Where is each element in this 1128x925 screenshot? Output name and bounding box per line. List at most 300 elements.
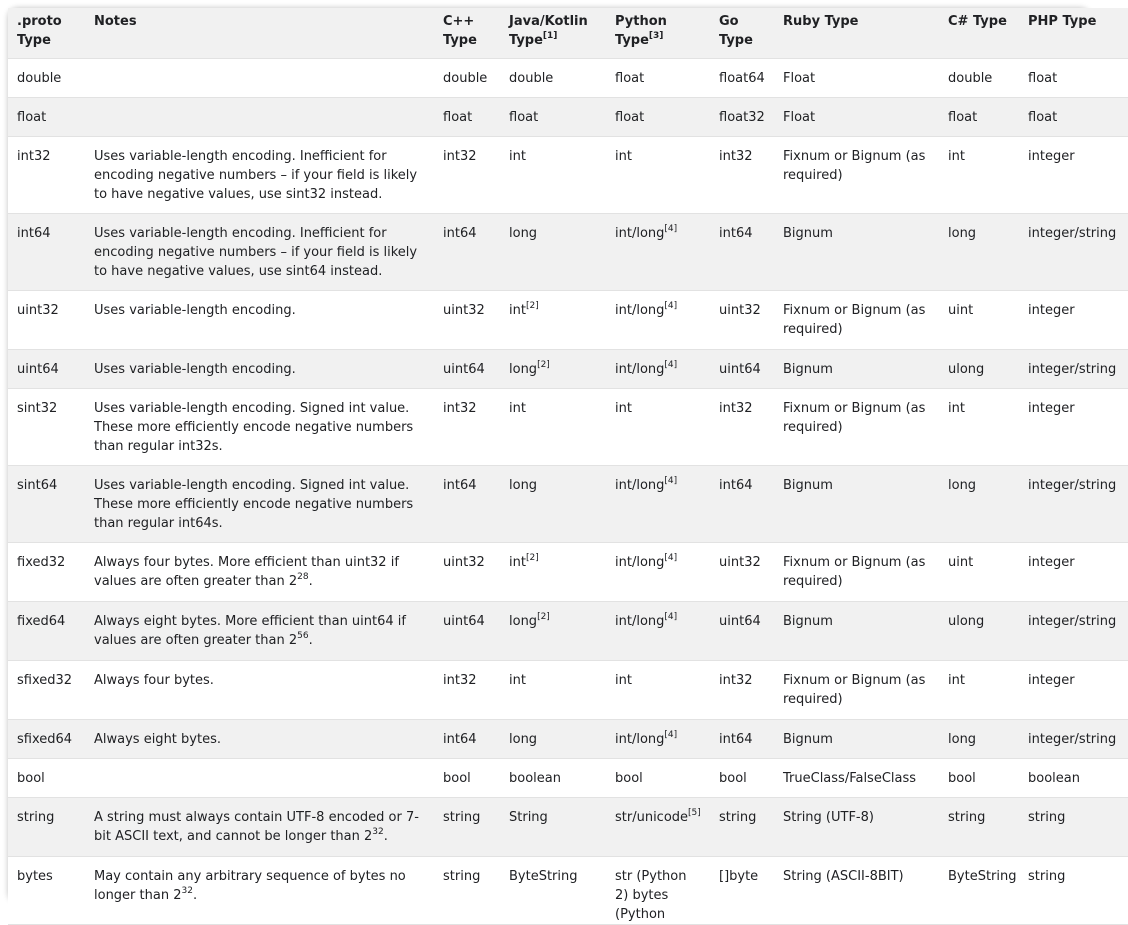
- table-row: [8, 137, 1128, 214]
- cell-csharp-type-text: uint: [948, 303, 974, 318]
- cell-csharp-type: [939, 857, 1019, 925]
- cell-proto-type-text: uint32: [17, 303, 59, 318]
- cell-cpp-type-text: int32: [443, 673, 477, 688]
- footnote-ref[interactable]: [4]: [664, 611, 678, 622]
- table-row: [8, 214, 1128, 291]
- cell-php-type-text: integer: [1028, 555, 1075, 570]
- cell-notes-text: May contain any arbitrary sequence of bytes no longer than 2: [94, 869, 406, 903]
- cell-cpp-type: [434, 798, 500, 857]
- cell-csharp-type: [939, 466, 1019, 543]
- cell-go-type: [710, 543, 774, 602]
- header-go-type: Go Type: [710, 8, 774, 59]
- table-row: [8, 389, 1128, 466]
- cell-notes: [85, 798, 434, 857]
- cell-notes: [85, 759, 434, 798]
- cell-java-type-text: float: [509, 110, 539, 125]
- cell-php-type: [1019, 291, 1128, 350]
- cell-notes-end: .: [192, 888, 198, 903]
- header-csharp-type: C# Type: [939, 8, 1019, 59]
- cell-java-type-text: long: [509, 226, 538, 241]
- cell-ruby-type: [774, 350, 939, 389]
- cell-cpp-type: [434, 214, 500, 291]
- cell-proto-type: [8, 466, 85, 543]
- cell-python-type: [606, 857, 710, 925]
- cell-csharp-type-text: ulong: [948, 614, 985, 629]
- cell-ruby-type-text: Bignum: [783, 478, 833, 493]
- cell-ruby-type-text: Fixnum or Bignum (as required): [783, 401, 926, 435]
- cell-csharp-type-text: uint: [948, 555, 974, 570]
- cell-cpp-type-text: string: [443, 869, 481, 884]
- cell-php-type-text: integer/string: [1028, 732, 1117, 747]
- cell-ruby-type: [774, 59, 939, 98]
- cell-cpp-type-text: int64: [443, 478, 477, 493]
- cell-proto-type-text: sfixed64: [17, 732, 73, 747]
- cell-csharp-type: [939, 389, 1019, 466]
- cell-python-type-text: int/long: [615, 555, 665, 570]
- cell-cpp-type: [434, 543, 500, 602]
- cell-java-type: [500, 759, 606, 798]
- cell-go-type: [710, 291, 774, 350]
- cell-go-type-text: []byte: [719, 869, 759, 884]
- cell-php-type: [1019, 59, 1128, 98]
- cell-python-type-text: int: [615, 149, 632, 164]
- cell-ruby-type-text: TrueClass/FalseClass: [783, 771, 917, 786]
- cell-go-type: [710, 602, 774, 661]
- cell-proto-type: [8, 720, 85, 759]
- cell-python-type-text: int/long: [615, 226, 665, 241]
- cell-proto-type: [8, 291, 85, 350]
- cell-notes-text: Uses variable-length encoding.: [94, 303, 296, 318]
- cell-python-type-text: int/long: [615, 478, 665, 493]
- table-row: [8, 759, 1128, 798]
- cell-python-type: [606, 350, 710, 389]
- cell-ruby-type-text: Fixnum or Bignum (as required): [783, 303, 926, 337]
- footnote-ref[interactable]: [2]: [525, 552, 539, 563]
- cell-notes-text: Always eight bytes.: [94, 732, 221, 747]
- footnote-ref: 28: [297, 571, 309, 582]
- cell-proto-type-text: int64: [17, 226, 51, 241]
- cell-csharp-type: [939, 350, 1019, 389]
- cell-cpp-type: [434, 350, 500, 389]
- cell-ruby-type: [774, 720, 939, 759]
- cell-go-type: [710, 759, 774, 798]
- cell-php-type: [1019, 137, 1128, 214]
- cell-notes-text: Uses variable-length encoding. Inefficient for encoding negative numbers – if your field is likely to have negative values, use sint32 instead.: [94, 149, 418, 202]
- cell-go-type: [710, 98, 774, 137]
- cell-java-type-text: int: [509, 303, 526, 318]
- cell-proto-type: [8, 98, 85, 137]
- cell-java-type-text: String: [509, 810, 548, 825]
- cell-java-type: [500, 661, 606, 720]
- header-notes: Notes: [85, 8, 434, 59]
- cell-notes-text: A string must always contain UTF-8 encoded or 7-bit ASCII text, and cannot be longer than 2: [94, 810, 419, 844]
- cell-go-type-text: int64: [719, 732, 753, 747]
- cell-python-type: [606, 466, 710, 543]
- cell-cpp-type-text: int64: [443, 226, 477, 241]
- cell-cpp-type-text: uint64: [443, 362, 485, 377]
- cell-python-type-text: float: [615, 71, 645, 86]
- cell-go-type-text: int64: [719, 478, 753, 493]
- cell-go-type: [710, 720, 774, 759]
- footnote-ref[interactable]: [1]: [542, 30, 558, 41]
- cell-cpp-type: [434, 466, 500, 543]
- cell-notes: [85, 857, 434, 925]
- cell-ruby-type: [774, 661, 939, 720]
- cell-cpp-type-text: int32: [443, 149, 477, 164]
- cell-csharp-type-text: string: [948, 810, 986, 825]
- cell-java-type-text: int: [509, 673, 526, 688]
- cell-notes: [85, 389, 434, 466]
- cell-notes: [85, 98, 434, 137]
- cell-csharp-type-text: int: [948, 401, 965, 416]
- cell-ruby-type-text: Bignum: [783, 226, 833, 241]
- cell-php-type-text: integer: [1028, 149, 1075, 164]
- cell-cpp-type-text: uint32: [443, 555, 485, 570]
- cell-proto-type-text: fixed64: [17, 614, 66, 629]
- cell-go-type-text: string: [719, 810, 757, 825]
- cell-php-type-text: string: [1028, 810, 1066, 825]
- cell-proto-type-text: sint64: [17, 478, 58, 493]
- cell-python-type-text: int: [615, 673, 632, 688]
- cell-cpp-type: [434, 389, 500, 466]
- cell-notes: [85, 59, 434, 98]
- table-row: [8, 602, 1128, 661]
- cell-cpp-type-text: string: [443, 810, 481, 825]
- cell-cpp-type: [434, 720, 500, 759]
- cell-cpp-type-text: bool: [443, 771, 471, 786]
- cell-python-type: [606, 291, 710, 350]
- cell-java-type: [500, 59, 606, 98]
- table-row: [8, 661, 1128, 720]
- cell-proto-type: [8, 214, 85, 291]
- cell-python-type: [606, 59, 710, 98]
- table-row: [8, 59, 1128, 98]
- table-row: [8, 98, 1128, 137]
- cell-go-type: [710, 466, 774, 543]
- cell-csharp-type: [939, 137, 1019, 214]
- footnote-ref[interactable]: [2]: [525, 300, 539, 311]
- cell-java-type-text: ByteString: [509, 869, 578, 884]
- cell-php-type-text: integer/string: [1028, 362, 1117, 377]
- cell-php-type-text: integer: [1028, 303, 1075, 318]
- cell-ruby-type: [774, 857, 939, 925]
- cell-php-type: [1019, 350, 1128, 389]
- cell-ruby-type-text: Fixnum or Bignum (as required): [783, 555, 926, 589]
- cell-java-type-text: long: [509, 732, 538, 747]
- cell-proto-type: [8, 137, 85, 214]
- cell-java-type-text: long: [509, 614, 538, 629]
- cell-cpp-type-text: float: [443, 110, 473, 125]
- table-row: [8, 720, 1128, 759]
- cell-python-type: [606, 661, 710, 720]
- cell-csharp-type: [939, 98, 1019, 137]
- cell-notes: [85, 350, 434, 389]
- cell-php-type: [1019, 798, 1128, 857]
- cell-ruby-type-text: Fixnum or Bignum (as required): [783, 673, 926, 707]
- cell-ruby-type-text: Bignum: [783, 614, 833, 629]
- cell-csharp-type: [939, 759, 1019, 798]
- cell-ruby-type-text: Bignum: [783, 362, 833, 377]
- table-row: [8, 466, 1128, 543]
- cell-python-type-text: str/unicode: [615, 810, 689, 825]
- cell-python-type: [606, 98, 710, 137]
- cell-notes-text: Uses variable-length encoding.: [94, 362, 296, 377]
- cell-notes: [85, 291, 434, 350]
- cell-php-type: [1019, 98, 1128, 137]
- cell-java-type: [500, 466, 606, 543]
- cell-proto-type: [8, 857, 85, 925]
- cell-csharp-type-text: double: [948, 71, 993, 86]
- cell-ruby-type: [774, 214, 939, 291]
- cell-ruby-type: [774, 137, 939, 214]
- footnote-ref[interactable]: [4]: [664, 729, 678, 740]
- cell-go-type-text: int64: [719, 226, 753, 241]
- cell-ruby-type: [774, 389, 939, 466]
- cell-cpp-type: [434, 759, 500, 798]
- cell-cpp-type-text: int32: [443, 401, 477, 416]
- cell-java-type: [500, 798, 606, 857]
- footnote-ref[interactable]: [4]: [664, 475, 678, 486]
- cell-proto-type-text: fixed32: [17, 555, 66, 570]
- cell-java-type: [500, 214, 606, 291]
- cell-python-type: [606, 389, 710, 466]
- cell-python-type: [606, 137, 710, 214]
- footnote-ref[interactable]: [4]: [664, 300, 678, 311]
- cell-proto-type: [8, 543, 85, 602]
- cell-java-type-text: int: [509, 555, 526, 570]
- cell-go-type: [710, 389, 774, 466]
- cell-notes: [85, 543, 434, 602]
- header-python-type: Python Type[3]: [606, 8, 710, 59]
- cell-csharp-type: [939, 798, 1019, 857]
- cell-proto-type: [8, 798, 85, 857]
- header-ruby-type: Ruby Type: [774, 8, 939, 59]
- cell-python-type: [606, 602, 710, 661]
- cell-java-type-text: int: [509, 149, 526, 164]
- cell-php-type-text: float: [1028, 71, 1058, 86]
- cell-csharp-type: [939, 291, 1019, 350]
- cell-php-type: [1019, 214, 1128, 291]
- cell-python-type-text: int/long: [615, 362, 665, 377]
- cell-java-type-text: double: [509, 71, 554, 86]
- footnote-ref[interactable]: [3]: [648, 30, 664, 41]
- cell-php-type: [1019, 720, 1128, 759]
- cell-cpp-type: [434, 661, 500, 720]
- cell-go-type-text: int32: [719, 401, 753, 416]
- cell-csharp-type-text: bool: [948, 771, 976, 786]
- footnote-ref[interactable]: [5]: [688, 807, 701, 818]
- cell-go-type-text: uint32: [719, 303, 761, 318]
- cell-go-type-text: uint32: [719, 555, 761, 570]
- cell-proto-type-text: string: [17, 810, 55, 825]
- cell-php-type-text: integer/string: [1028, 226, 1117, 241]
- cell-proto-type: [8, 661, 85, 720]
- cell-python-type: [606, 759, 710, 798]
- cell-ruby-type: [774, 98, 939, 137]
- cell-notes: [85, 214, 434, 291]
- cell-ruby-type: [774, 543, 939, 602]
- cell-cpp-type-text: uint64: [443, 614, 485, 629]
- cell-java-type: [500, 720, 606, 759]
- cell-csharp-type-text: long: [948, 732, 977, 747]
- cell-go-type: [710, 59, 774, 98]
- cell-notes: [85, 661, 434, 720]
- table-row: [8, 291, 1128, 350]
- footnote-ref[interactable]: [2]: [537, 359, 550, 370]
- cell-notes: [85, 466, 434, 543]
- cell-php-type: [1019, 543, 1128, 602]
- cell-proto-type: [8, 759, 85, 798]
- cell-ruby-type-text: Fixnum or Bignum (as required): [783, 149, 926, 183]
- cell-php-type-text: integer/string: [1028, 478, 1117, 493]
- cell-notes-end: .: [308, 633, 313, 648]
- cell-proto-type: [8, 602, 85, 661]
- cell-java-type-text: boolean: [509, 771, 561, 786]
- header-php-type: PHP Type: [1019, 8, 1128, 59]
- cell-ruby-type-text: Bignum: [783, 732, 833, 747]
- header-cpp-type: C++ Type: [434, 8, 500, 59]
- cell-cpp-type-text: uint32: [443, 303, 485, 318]
- cell-notes: [85, 720, 434, 759]
- scalar-types-table: [8, 8, 1128, 925]
- cell-go-type-text: float64: [719, 71, 765, 86]
- cell-cpp-type: [434, 602, 500, 661]
- cell-python-type-text: float: [615, 110, 645, 125]
- cell-notes-text: Always four bytes.: [94, 673, 214, 688]
- cell-php-type-text: integer/string: [1028, 614, 1117, 629]
- cell-cpp-type: [434, 291, 500, 350]
- cell-ruby-type-text: Float: [783, 71, 816, 86]
- cell-php-type: [1019, 759, 1128, 798]
- cell-notes: [85, 137, 434, 214]
- cell-csharp-type: [939, 543, 1019, 602]
- footnote-ref[interactable]: [2]: [537, 611, 550, 622]
- cell-java-type: [500, 602, 606, 661]
- cell-python-type-text: int/long: [615, 732, 665, 747]
- cell-php-type-text: float: [1028, 110, 1058, 125]
- header-row: [8, 8, 1128, 59]
- cell-php-type: [1019, 389, 1128, 466]
- cell-csharp-type-text: int: [948, 673, 965, 688]
- cell-csharp-type: [939, 720, 1019, 759]
- header-proto-type: .proto Type: [8, 8, 85, 59]
- cell-python-type-text: str (Python 2) bytes (Python: [615, 869, 687, 922]
- cell-notes-text: Always four bytes. More efficient than uint32 if values are often greater than 2: [94, 555, 399, 589]
- cell-notes: [85, 602, 434, 661]
- cell-java-type: [500, 857, 606, 925]
- cell-go-type: [710, 857, 774, 925]
- cell-java-type: [500, 350, 606, 389]
- cell-php-type-text: string: [1028, 869, 1066, 884]
- table-frame: [8, 8, 1117, 922]
- cell-notes-end: .: [383, 829, 388, 844]
- footnote-ref[interactable]: [4]: [664, 223, 678, 234]
- cell-ruby-type: [774, 798, 939, 857]
- cell-ruby-type-text: String (UTF-8): [783, 810, 874, 825]
- cell-proto-type-text: bool: [17, 771, 45, 786]
- cell-python-type-text: int/long: [615, 303, 665, 318]
- cell-proto-type-text: uint64: [17, 362, 59, 377]
- cell-go-type: [710, 137, 774, 214]
- cell-java-type-text: long: [509, 478, 538, 493]
- cell-php-type: [1019, 661, 1128, 720]
- cell-cpp-type-text: int64: [443, 732, 477, 747]
- cell-java-type: [500, 543, 606, 602]
- cell-go-type-text: float32: [719, 110, 765, 125]
- cell-ruby-type: [774, 466, 939, 543]
- cell-proto-type-text: sfixed32: [17, 673, 73, 688]
- cell-go-type-text: int32: [719, 149, 753, 164]
- cell-proto-type-text: bytes: [17, 869, 53, 884]
- cell-java-type: [500, 98, 606, 137]
- cell-csharp-type-text: float: [948, 110, 978, 125]
- cell-csharp-type: [939, 661, 1019, 720]
- cell-proto-type: [8, 389, 85, 466]
- cell-csharp-type: [939, 59, 1019, 98]
- cell-csharp-type: [939, 602, 1019, 661]
- cell-go-type: [710, 661, 774, 720]
- cell-python-type-text: int: [615, 401, 632, 416]
- cell-proto-type-text: float: [17, 110, 47, 125]
- cell-proto-type: [8, 350, 85, 389]
- cell-csharp-type: [939, 214, 1019, 291]
- table-row: [8, 857, 1128, 925]
- cell-notes-text: Uses variable-length encoding. Signed int value. These more efficiently encode negative numbers than regular int32s.: [94, 401, 414, 454]
- table-row: [8, 543, 1128, 602]
- cell-cpp-type: [434, 857, 500, 925]
- cell-notes-text: Uses variable-length encoding. Signed int value. These more efficiently encode negative numbers than regular int64s.: [94, 478, 414, 531]
- cell-go-type-text: uint64: [719, 614, 761, 629]
- cell-ruby-type: [774, 759, 939, 798]
- cell-php-type-text: integer: [1028, 673, 1075, 688]
- cell-php-type: [1019, 602, 1128, 661]
- cell-java-type: [500, 389, 606, 466]
- cell-cpp-type: [434, 59, 500, 98]
- cell-cpp-type: [434, 98, 500, 137]
- cell-csharp-type-text: ByteString: [948, 869, 1017, 884]
- cell-notes-end: .: [308, 574, 313, 589]
- cell-go-type: [710, 214, 774, 291]
- cell-python-type: [606, 798, 710, 857]
- footnote-ref[interactable]: [4]: [664, 359, 678, 370]
- cell-java-type: [500, 137, 606, 214]
- footnote-ref: 32: [181, 885, 193, 896]
- cell-go-type: [710, 798, 774, 857]
- cell-cpp-type-text: double: [443, 71, 488, 86]
- cell-proto-type-text: double: [17, 71, 62, 86]
- header-java-type: Java/Kotlin Type[1]: [500, 8, 606, 59]
- footnote-ref[interactable]: [4]: [664, 552, 678, 563]
- cell-python-type: [606, 720, 710, 759]
- cell-cpp-type: [434, 137, 500, 214]
- cell-ruby-type-text: Float: [783, 110, 816, 125]
- cell-php-type-text: boolean: [1028, 771, 1080, 786]
- cell-python-type-text: bool: [615, 771, 643, 786]
- cell-php-type-text: integer: [1028, 401, 1075, 416]
- cell-ruby-type: [774, 602, 939, 661]
- cell-proto-type-text: sint32: [17, 401, 58, 416]
- footnote-ref: 56: [297, 630, 309, 641]
- cell-go-type-text: int32: [719, 673, 753, 688]
- cell-go-type-text: bool: [719, 771, 747, 786]
- cell-csharp-type-text: long: [948, 226, 977, 241]
- cell-notes-text: Uses variable-length encoding. Inefficient for encoding negative numbers – if your field is likely to have negative values, use sint64 instead.: [94, 226, 418, 279]
- cell-proto-type: [8, 59, 85, 98]
- cell-go-type: [710, 350, 774, 389]
- cell-csharp-type-text: int: [948, 149, 965, 164]
- cell-notes-text: Always eight bytes. More efficient than uint64 if values are often greater than 2: [94, 614, 406, 648]
- cell-java-type: [500, 291, 606, 350]
